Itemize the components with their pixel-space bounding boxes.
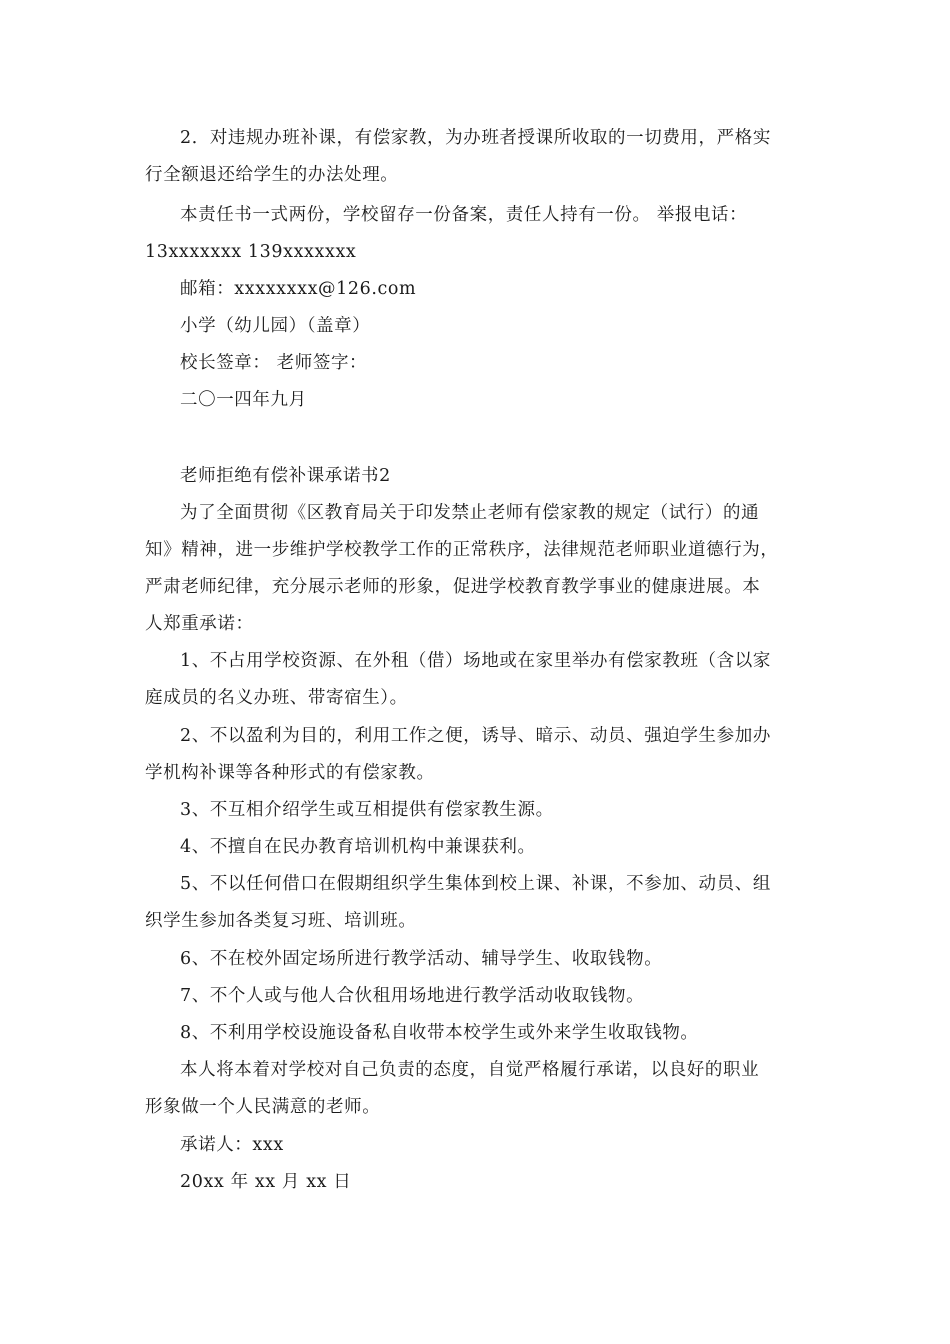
- promisor-line: 承诺人：xxx: [180, 1135, 284, 1155]
- promise-2-line-2: 学机构补课等各种形式的有偿家教。: [145, 763, 435, 783]
- report-phone-numbers: 13xxxxxxx 139xxxxxxx: [145, 242, 357, 262]
- promise-5-line-2: 织学生参加各类复习班、培训班。: [145, 911, 417, 931]
- sign-date-line: 20xx 年 xx 月 xx 日: [180, 1172, 352, 1192]
- promise-4: 4、不擅自在民办教育培训机构中兼课获利。: [180, 837, 536, 857]
- promise-1-line-1: 1、不占用学校资源、在外租（借）场地或在家里举办有偿家教班（含以家: [180, 651, 771, 671]
- signatures-line: 校长签章： 老师签字：: [180, 353, 368, 373]
- intro-line-3: 严肃老师纪律，充分展示老师的形象，促进学校教育教学事业的健康进展。本: [145, 577, 761, 597]
- promise-7: 7、不个人或与他人合伙租用场地进行教学活动收取钱物。: [180, 986, 645, 1006]
- intro-line-1: 为了全面贯彻《区教育局关于印发禁止老师有偿家教的规定（试行）的通: [180, 503, 760, 523]
- promise-2-line-1: 2、不以盈利为目的，利用工作之便，诱导、暗示、动员、强迫学生参加办: [180, 726, 771, 746]
- email-line: 邮箱：xxxxxxxx@126.com: [180, 279, 417, 299]
- section-title: 老师拒绝有偿补课承诺书2: [180, 466, 391, 486]
- intro-line-4: 人郑重承诺：: [145, 614, 254, 634]
- promise-8: 8、不利用学校设施设备私自收带本校学生或外来学生收取钱物。: [180, 1023, 699, 1043]
- promise-5-line-1: 5、不以任何借口在假期组织学生集体到校上课、补课，不参加、动员、组: [180, 874, 771, 894]
- date-line: 二〇一四年九月: [180, 390, 307, 410]
- closing-line-1: 本人将本着对学校对自己负责的态度，自觉严格履行承诺，以良好的职业: [180, 1060, 760, 1080]
- intro-line-2: 知》精神，进一步维护学校教学工作的正常秩序，法律规范老师职业道德行为，: [145, 540, 779, 560]
- closing-line-2: 形象做一个人民满意的老师。: [145, 1097, 381, 1117]
- promise-6: 6、不在校外固定场所进行教学活动、辅导学生、收取钱物。: [180, 949, 663, 969]
- item-2-line-1: 2．对违规办班补课，有偿家教，为办班者授课所收取的一切费用，严格实: [180, 128, 771, 148]
- item-2-line-2: 行全额退还给学生的办法处理。: [145, 165, 399, 185]
- promise-3: 3、不互相介绍学生或互相提供有偿家教生源。: [180, 800, 554, 820]
- school-seal-line: 小学（幼儿园）（盖章）: [180, 316, 371, 336]
- promise-1-line-2: 庭成员的名义办班、带寄宿生）。: [145, 688, 408, 708]
- copies-line-1: 本责任书一式两份，学校留存一份备案，责任人持有一份。 举报电话：: [180, 205, 748, 225]
